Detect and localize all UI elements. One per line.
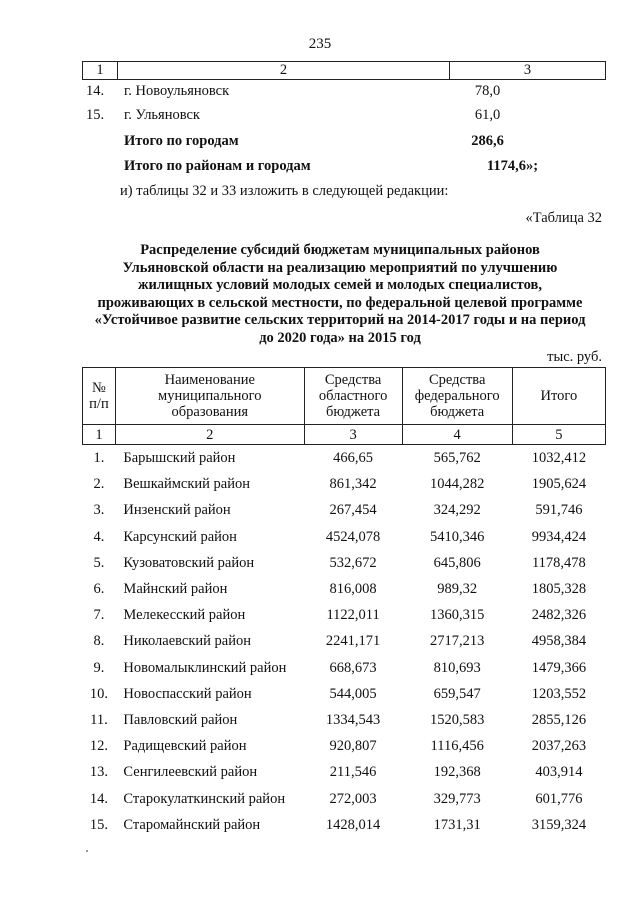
row-regional-funds: 272,003: [329, 790, 377, 807]
row-number: 14.: [89, 790, 109, 807]
row-number: 4.: [93, 528, 105, 545]
row-number: 12.: [89, 738, 109, 755]
table-row: [83, 707, 606, 733]
row-number: 7.: [93, 607, 105, 624]
amendment-paragraph: и) таблицы 32 и 33 изложить в следующей редакции:: [120, 183, 449, 199]
row-municipality: Инзенский район: [123, 502, 231, 519]
column-number-row: [83, 425, 606, 445]
row-federal-funds: 5410,346: [429, 528, 485, 545]
row-number: 10.: [89, 685, 109, 702]
table-row: [83, 445, 606, 472]
row-total: 2037,263: [531, 738, 587, 755]
table-title: [60, 242, 620, 347]
units-label: тыс. руб.: [547, 349, 602, 365]
row-value: 61,0: [474, 107, 501, 123]
row-total: 4958,384: [531, 633, 587, 650]
row-total: 2482,326: [531, 607, 587, 624]
title-line: Ульяновской области на реализацию мероприятий по улучшению: [122, 259, 558, 276]
row-total: 1203,552: [531, 685, 587, 702]
row-regional-funds: 267,454: [329, 502, 377, 519]
row-number: 1.: [93, 450, 105, 467]
table-row: [83, 576, 606, 602]
row-municipality: Старокулаткинский район: [123, 790, 286, 807]
top-table-row: [0, 80, 640, 102]
column-number: 3: [304, 425, 402, 445]
row-total: 3159,324: [531, 816, 587, 833]
header-regional: Средства областного бюджета: [304, 368, 402, 425]
row-total: 1479,366: [531, 659, 587, 676]
row-federal-funds: 1360,315: [429, 607, 485, 624]
row-regional-funds: 2241,171: [325, 633, 381, 650]
subtotal-label: Итого по городам: [124, 133, 239, 149]
scan-speck: [86, 850, 88, 852]
row-regional-funds: 668,673: [329, 659, 377, 676]
row-regional-funds: 920,807: [329, 738, 377, 755]
row-federal-funds: 1731,31: [433, 816, 481, 833]
row-federal-funds: 810,693: [433, 659, 481, 676]
table-row: [83, 628, 606, 654]
table-row: [83, 655, 606, 681]
table-header-row: [83, 368, 606, 425]
row-federal-funds: 1520,583: [429, 711, 485, 728]
row-total: 403,914: [535, 764, 583, 781]
table-row: [83, 550, 606, 576]
row-federal-funds: 645,806: [433, 554, 481, 571]
header-no: № п/п: [83, 368, 116, 425]
row-municipality: Новомалыклинский район: [123, 659, 287, 676]
total-value: 1174,6»;: [486, 158, 539, 174]
title-line: проживающих в сельской местности, по федеральной целевой программе: [97, 294, 583, 311]
row-regional-funds: 532,672: [329, 554, 377, 571]
row-federal-funds: 659,547: [433, 685, 481, 702]
row-number: 14.: [86, 83, 105, 99]
table-row: [83, 602, 606, 628]
top-header-col-3: 3: [523, 62, 532, 78]
table-row: [83, 471, 606, 497]
column-number: 4: [402, 425, 512, 445]
column-number: 1: [83, 425, 116, 445]
top-table-header: [82, 61, 606, 80]
row-total: 591,746: [535, 502, 583, 519]
row-federal-funds: 324,292: [433, 502, 481, 519]
top-table-total-row: [0, 155, 640, 177]
row-regional-funds: 1334,543: [325, 711, 381, 728]
row-regional-funds: 211,546: [329, 764, 377, 781]
row-federal-funds: 1044,282: [429, 476, 485, 493]
title-line: до 2020 года» на 2015 год: [259, 329, 421, 346]
top-header-col-1: 1: [96, 62, 104, 78]
table-row: [83, 812, 606, 838]
row-number: 11.: [90, 711, 108, 728]
row-number: 2.: [93, 476, 105, 493]
row-municipality: Карсунский район: [123, 528, 237, 545]
row-municipality: Кузоватовский район: [123, 554, 255, 571]
row-number: 6.: [93, 581, 105, 598]
top-table-subtotal-row: [0, 130, 640, 152]
row-municipality: Майнский район: [123, 581, 228, 598]
row-number: 15.: [89, 816, 109, 833]
row-name: г. Новоульяновск: [124, 83, 230, 99]
table-row: [83, 759, 606, 785]
table-row: [83, 681, 606, 707]
row-federal-funds: 1116,456: [430, 738, 484, 755]
header-name: Наименование муниципального образования: [115, 368, 304, 425]
header-federal: Средства федерального бюджета: [402, 368, 512, 425]
top-header-col-2: 2: [279, 62, 288, 78]
row-number: 8.: [93, 633, 105, 650]
row-number: 15.: [86, 107, 105, 123]
row-municipality: Вешкаймский район: [123, 476, 250, 493]
row-total: 1032,412: [531, 450, 587, 467]
row-regional-funds: 1428,014: [325, 816, 381, 833]
row-municipality: Новоспасский район: [123, 685, 252, 702]
title-line: «Устойчивое развитие сельских территорий на 2014-2017 годы и на период: [94, 312, 586, 328]
table-row: [83, 785, 606, 811]
row-value: 78,0: [474, 83, 501, 99]
row-name: г. Ульяновск: [124, 107, 200, 123]
title-line: Распределение субсидий бюджетам муниципальных районов: [140, 242, 540, 258]
page-number: 235: [308, 36, 332, 52]
row-total: 1905,624: [531, 476, 587, 493]
row-number: 3.: [93, 502, 105, 519]
row-municipality: Барышский район: [123, 450, 236, 467]
row-municipality: Павловский район: [123, 711, 238, 728]
subtotal-value: 286,6: [471, 133, 504, 149]
title-line: жилищных условий молодых семей и молодых специалистов,: [138, 277, 542, 293]
row-municipality: Старомайнский район: [123, 816, 261, 833]
row-federal-funds: 989,32: [437, 581, 478, 598]
header-total: Итого: [512, 368, 605, 425]
row-total: 601,776: [535, 790, 583, 807]
table-label: «Таблица 32: [525, 210, 602, 226]
row-total: 2855,126: [531, 711, 587, 728]
row-number: 13.: [89, 764, 109, 781]
row-municipality: Радищевский район: [123, 738, 247, 755]
row-number: 5.: [93, 554, 105, 571]
row-federal-funds: 329,773: [433, 790, 481, 807]
row-regional-funds: 1122,011: [326, 607, 380, 624]
row-regional-funds: 816,008: [329, 581, 377, 598]
row-number: 9.: [93, 659, 105, 676]
subsidy-table: [82, 367, 606, 838]
row-total: 9934,424: [531, 528, 587, 545]
total-label: Итого по районам и городам: [124, 158, 311, 174]
top-table-row: [0, 104, 640, 126]
table-row: [83, 497, 606, 523]
row-municipality: Мелекесский район: [123, 607, 246, 624]
column-number: 2: [115, 425, 304, 445]
row-regional-funds: 466,65: [333, 450, 374, 467]
row-municipality: Сенгилеевский район: [123, 764, 258, 781]
row-regional-funds: 4524,078: [325, 528, 381, 545]
row-total: 1805,328: [531, 581, 587, 598]
row-total: 1178,478: [531, 554, 586, 571]
table-row: [83, 733, 606, 759]
row-federal-funds: 565,762: [433, 450, 481, 467]
row-municipality: Николаевский район: [123, 633, 251, 650]
column-number: 5: [512, 425, 605, 445]
row-federal-funds: 192,368: [433, 764, 481, 781]
row-regional-funds: 861,342: [329, 476, 377, 493]
row-federal-funds: 2717,213: [429, 633, 485, 650]
table-row: [83, 524, 606, 550]
row-regional-funds: 544,005: [329, 685, 377, 702]
